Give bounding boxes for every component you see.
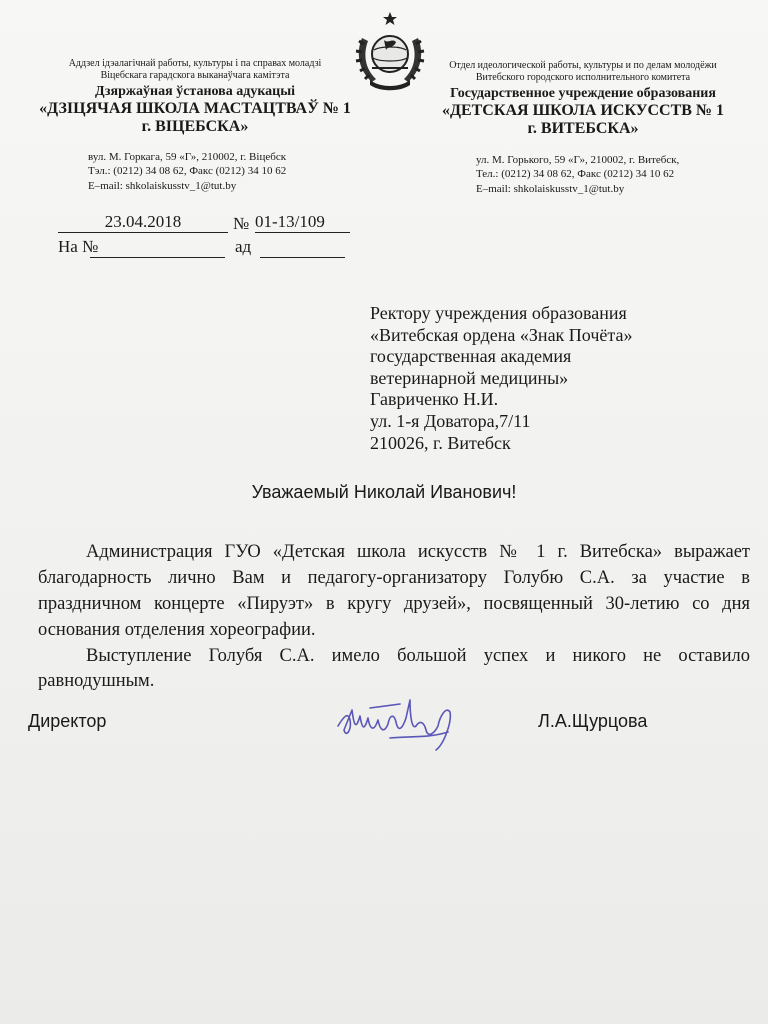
email-ru: E–mail: shkolaiskusstv_1@tut.by <box>476 182 625 195</box>
address-by: вул. М. Горкага, 59 «Г», 210002, г. Віцебск <box>88 151 287 163</box>
reference-number-label: На № <box>58 237 99 256</box>
addressee-line: «Витебская ордена «Знак Почёта» <box>370 324 633 345</box>
letter-body <box>38 540 750 695</box>
institution-city-ru: г. ВИТЕБСКА» <box>527 120 639 138</box>
institution-type-ru: Государственное учреждение образования <box>450 86 716 101</box>
salutation: Уважаемый Николай Иванович! <box>251 482 517 502</box>
dept-line2-by: Віцебскага гарадскога выканаўчага камітэта <box>100 69 290 81</box>
addressee-city: 210026, г. Витебск <box>370 432 511 453</box>
contact-block-ru <box>476 153 679 196</box>
reference-from-blank <box>260 237 345 258</box>
signatory-title: Директор <box>28 711 107 731</box>
reference-number-blank <box>90 237 225 258</box>
signatory-name: Л.А.Щурцова <box>538 711 648 731</box>
outgoing-number-label: № <box>233 214 250 233</box>
contact-block-by <box>88 150 286 193</box>
addressee-block <box>370 303 632 454</box>
letterhead-right <box>408 60 758 139</box>
phone-ru: Тел.: (0212) 34 08 62, Факс (0212) 34 10 62 <box>476 168 675 181</box>
addressee-line: ветеринарной медицины» <box>370 367 569 388</box>
phone-by: Тэл.: (0212) 34 08 62, Факс (0212) 34 10 62 <box>88 165 287 178</box>
institution-name-by: «ДЗІЦЯЧАЯ ШКОЛА МАСТАЦТВАЎ № 1 <box>39 100 351 118</box>
body-paragraph-2: Выступление Голубя С.А. имело большой успех и никого не оставило равнодушным. <box>38 645 750 692</box>
institution-city-by: г. ВІЦЕБСКА» <box>141 118 249 136</box>
handwritten-signature <box>330 686 460 756</box>
outgoing-number: 01-13/109 <box>255 212 350 233</box>
reference-from-label: ад <box>235 237 252 256</box>
body-paragraph-1: Администрация ГУО «Детская школа искусств № 1 г. Витебска» выражает благодарность лично Вам и педагогу-организатору Голубю С.А. за участие в праздничном концерте «Пируэт» в кругу друзей», посвященный 30-летию со дня основания отделения хореографии. <box>38 542 750 640</box>
addressee-line: государственная академия <box>370 346 572 367</box>
outgoing-date: 23.04.2018 <box>58 212 228 233</box>
letterhead-left <box>30 58 360 137</box>
institution-name-ru: «ДЕТСКАЯ ШКОЛА ИСКУССТВ № 1 <box>441 102 725 120</box>
dept-line1-by: Аддзел ідэалагічнай работы, культуры і па справах моладзі <box>68 58 322 69</box>
dept-line2-ru: Витебского городского исполнительного комитета <box>475 71 691 83</box>
email-by: E–mail: shkolaiskusstv_1@tut.by <box>88 179 237 192</box>
addressee-name: Гавриченко Н.И. <box>370 389 499 410</box>
address-ru: ул. М. Горького, 59 «Г», 210002, г. Витебск, <box>476 154 680 166</box>
addressee-line: Ректору учреждения образования <box>370 303 627 323</box>
institution-type-by: Дзяржаўная ўстанова адукацыі <box>94 84 296 99</box>
dept-line1-ru: Отдел идеологической работы, культуры и по делам молодёжи <box>449 60 717 71</box>
addressee-street: ул. 1-я Доватора,7/11 <box>370 410 531 431</box>
